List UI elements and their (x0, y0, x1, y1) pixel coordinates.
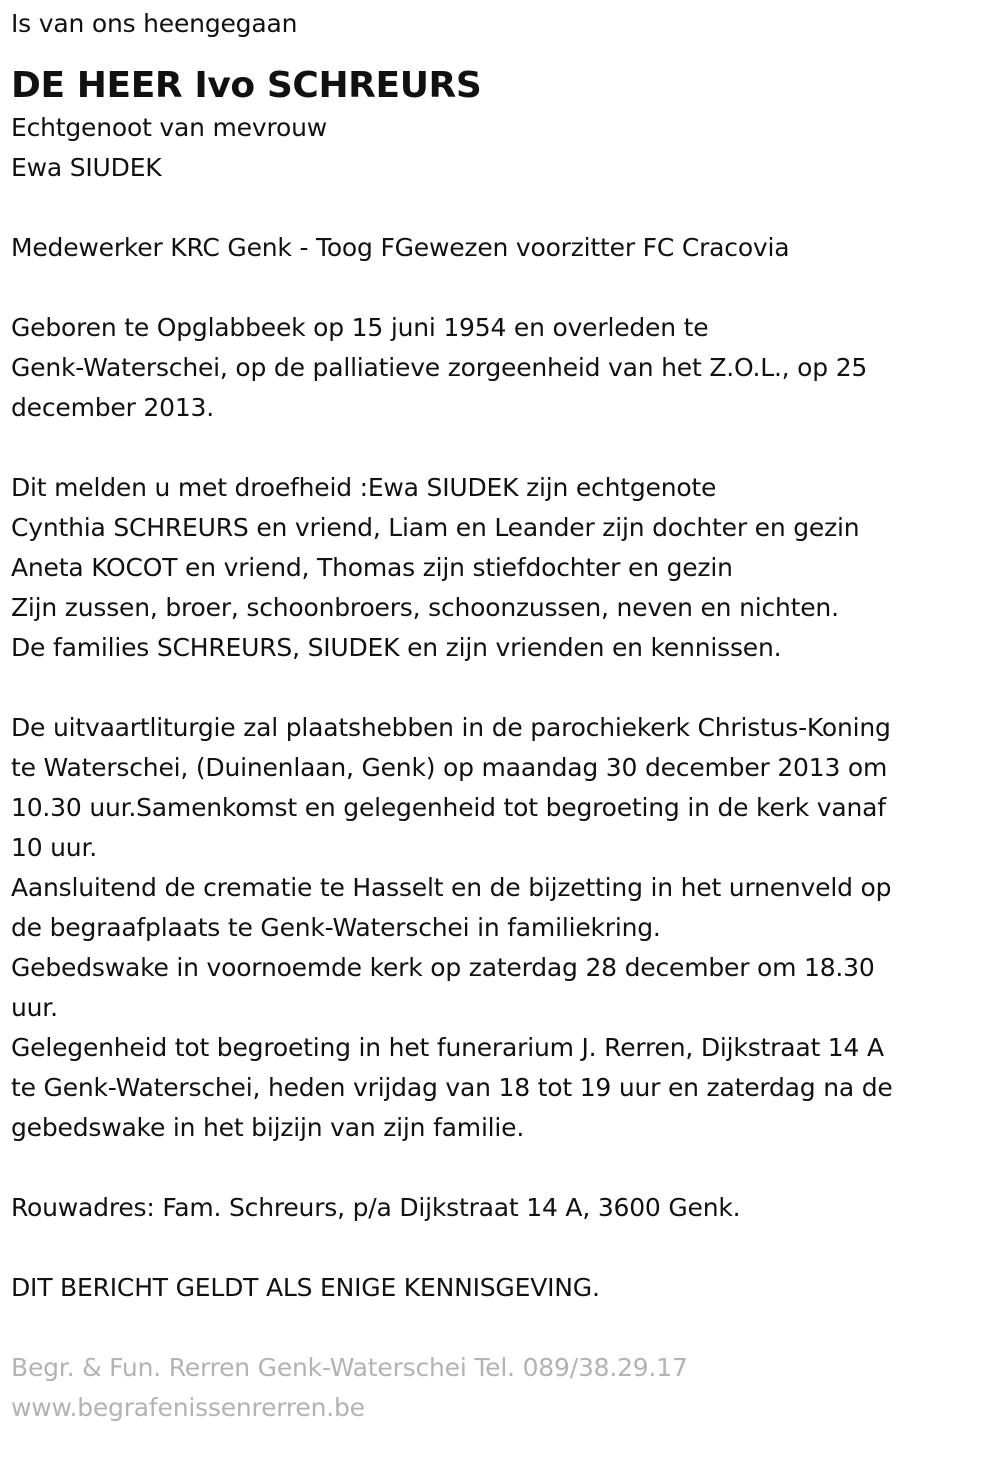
spouse-name: Ewa SIUDEK (11, 153, 162, 182)
paragraph-line: 10 uur. (11, 833, 97, 862)
paragraph-line: Aneta KOCOT en vriend, Thomas zijn stiefdochter en gezin (11, 553, 733, 582)
paragraph-line: gebedswake in het bijzijn van zijn familie. (11, 1113, 525, 1142)
paragraph-line: De families SCHREURS, SIUDEK en zijn vrienden en kennissen. (11, 633, 782, 662)
occupation-text: Medewerker KRC Genk - Toog FGewezen voorzitter FC Cracovia (11, 233, 790, 262)
paragraph-line: december 2013. (11, 393, 214, 422)
intro-text: Is van ons heengegaan (11, 9, 298, 38)
spacer (11, 268, 986, 308)
spacer (11, 1148, 986, 1188)
spouse-line: Echtgenoot van mevrouw (11, 113, 327, 142)
paragraph-line: Genk-Waterschei, op de palliatieve zorgeenheid van het Z.O.L., op 25 (11, 353, 868, 382)
spacer (11, 1308, 986, 1348)
funeral-home-website: www.begrafenissenrerren.be (11, 1393, 365, 1422)
spacer (11, 668, 986, 708)
paragraph-line: De uitvaartliturgie zal plaatshebben in de parochiekerk Christus-Koning (11, 713, 891, 742)
paragraph-line: Aansluitend de crematie te Hasselt en de bijzetting in het urnenveld op (11, 873, 892, 902)
paragraph-line: Zijn zussen, broer, schoonbroers, schoonzussen, neven en nichten. (11, 593, 839, 622)
notice-text: DIT BERICHT GELDT ALS ENIGE KENNISGEVING. (11, 1273, 600, 1302)
paragraph-line: te Genk-Waterschei, heden vrijdag van 18 tot 19 uur en zaterdag na de (11, 1073, 893, 1102)
funeral-home-contact: Begr. & Fun. Rerren Genk-Waterschei Tel. 089/38.29.17 (11, 1353, 688, 1382)
paragraph-line: uur. (11, 993, 58, 1022)
paragraph-line: Cynthia SCHREURS en vriend, Liam en Leander zijn dochter en gezin (11, 513, 860, 542)
mourning-address: Rouwadres: Fam. Schreurs, p/a Dijkstraat 14 A, 3600 Genk. (11, 1193, 741, 1222)
death-notice (11, 4, 986, 1428)
paragraph-line: 10.30 uur.Samenkomst en gelegenheid tot begroeting in de kerk vanaf (11, 793, 886, 822)
spacer (11, 188, 986, 228)
paragraph-line: Gebedswake in voornoemde kerk op zaterdag 28 december om 18.30 (11, 953, 875, 982)
family-paragraph (11, 468, 986, 668)
birth-death-paragraph (11, 308, 986, 428)
paragraph-line: de begraafplaats te Genk-Waterschei in familiekring. (11, 913, 661, 942)
paragraph-line: te Waterschei, (Duinenlaan, Genk) op maandag 30 december 2013 om (11, 753, 888, 782)
ceremony-paragraph (11, 708, 986, 1148)
deceased-name: DE HEER Ivo SCHREURS (11, 65, 482, 106)
paragraph-line: Geboren te Opglabbeek op 15 juni 1954 en overleden te (11, 313, 709, 342)
paragraph-line: Gelegenheid tot begroeting in het funerarium J. Rerren, Dijkstraat 14 A (11, 1033, 884, 1062)
spacer (11, 1228, 986, 1268)
spacer (11, 428, 986, 468)
paragraph-line: Dit melden u met droefheid :Ewa SIUDEK zijn echtgenote (11, 473, 717, 502)
